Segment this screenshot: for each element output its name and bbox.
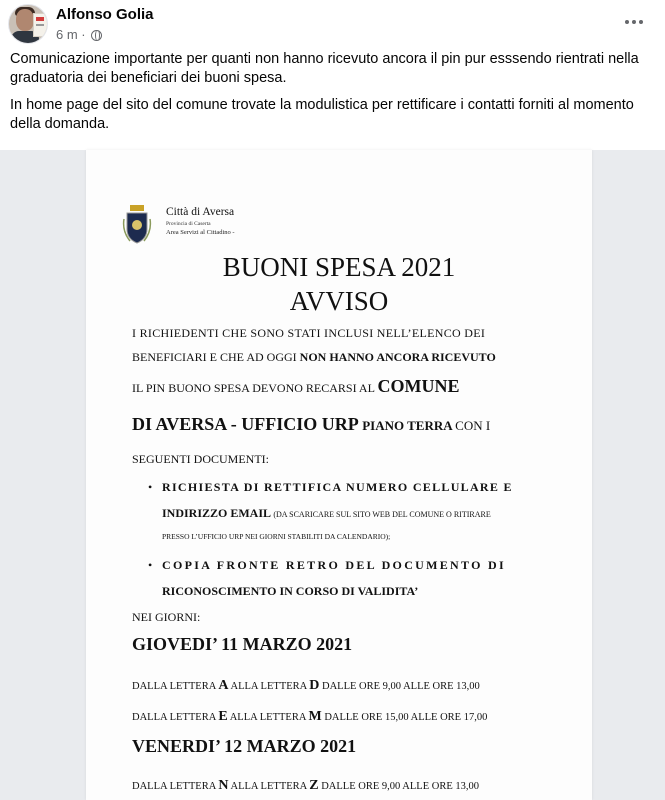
day-2-row-1: DALLA LETTERA N ALLA LETTERA Z DALLE ORE 9,00 ALLE ORE 13,00 <box>132 778 479 793</box>
intro-line-3: IL PIN BUONO SPESA DEVONO RECARSI AL COMUNE <box>132 376 460 396</box>
days-label: NEI GIORNI: <box>132 610 201 624</box>
day-1-heading: GIOVEDI’ 11 MARZO 2021 <box>132 634 353 654</box>
notice-title: BUONI SPESA 2021 <box>222 252 456 282</box>
bullet-1-line-2: INDIRIZZO EMAIL (DA SCARICARE SUL SITO WEB DEL COMUNE O RITIRARE <box>162 506 491 520</box>
bullet-icon: • <box>148 558 153 572</box>
post-message <box>10 50 650 142</box>
globe-icon <box>91 30 102 41</box>
intro-line-2: BENEFICIARI E CHE AD OGGI NON HANNO ANCORA RICEVUTO <box>132 350 496 364</box>
author-avatar[interactable] <box>8 4 48 44</box>
bullet-1-line-1: RICHIESTA DI RETTIFICA NUMERO CELLULARE E <box>162 480 513 494</box>
post-paragraph: In home page del sito del comune trovate la modulistica per rettificare i contatti forniti al momento della domanda. <box>10 97 634 132</box>
day-1-row-1: DALLA LETTERA A ALLA LETTERA D DALLE ORE 9,00 ALLE ORE 13,00 <box>132 678 480 693</box>
province-name: Provincia di Caserta <box>166 221 211 227</box>
notice-document <box>86 150 592 800</box>
bullet-2-line-2: RICONOSCIMENTO IN CORSO DI VALIDITA’ <box>162 584 419 598</box>
more-options-icon[interactable] <box>623 14 647 28</box>
bullet-1-line-3: PRESSO L’UFFICIO URP NEI GIORNI STABILITI DA CALENDARIO); <box>162 532 391 541</box>
bullet-2-line-1: COPIA FRONTE RETRO DEL DOCUMENTO DI <box>162 558 506 572</box>
post-time[interactable]: 6 m <box>56 27 78 42</box>
post-image[interactable] <box>0 150 665 800</box>
author-name[interactable]: Alfonso Golia <box>56 6 154 23</box>
notice-subtitle: AVVISO <box>289 286 389 316</box>
day-1-row-2: DALLA LETTERA E ALLA LETTERA M DALLE ORE 15,00 ALLE ORE 17,00 <box>132 709 488 724</box>
intro-line-4: DI AVERSA - UFFICIO URP PIANO TERRA CON I <box>132 414 491 434</box>
department-name: Area Servizi al Cittadino - <box>166 229 235 236</box>
intro-line-5: SEGUENTI DOCUMENTI: <box>132 452 269 466</box>
day-2-heading: VENERDI’ 12 MARZO 2021 <box>132 736 357 756</box>
intro-line-1: I RICHIEDENTI CHE SONO STATI INCLUSI NELL’ELENCO DEI <box>132 326 486 340</box>
bullet-icon: • <box>148 480 153 494</box>
meta-separator: · <box>81 27 86 42</box>
city-crest-icon <box>122 205 152 245</box>
city-name: Città di Aversa <box>166 206 235 218</box>
post-paragraph: Comunicazione importante per quanti non hanno ricevuto ancora il pin pur esssendo rientrati nella graduatoria dei beneficiari dei buoni spesa. <box>10 51 639 86</box>
post-header <box>0 0 665 50</box>
post-meta <box>56 27 102 42</box>
